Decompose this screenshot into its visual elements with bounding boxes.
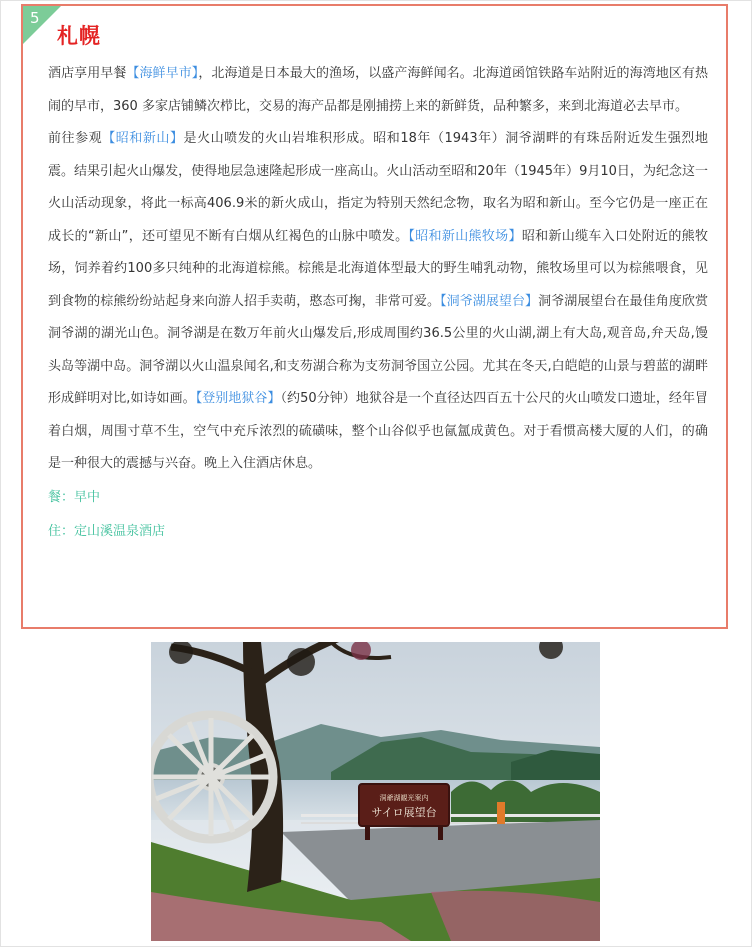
itinerary-paragraph (48, 123, 708, 481)
hotel-info: 住：定山溪温泉酒店 (48, 523, 166, 539)
attraction-highlight: 【海鲜早市】 (126, 66, 199, 81)
day-itinerary-card (21, 4, 728, 629)
meals-info: 餐：早中 (48, 489, 101, 505)
attraction-highlight: 【昭和新山熊牧场】 (408, 228, 522, 244)
sign-subtext: 洞爺湖観光案内 (379, 794, 429, 802)
lake-toya-observatory-photo (151, 642, 600, 941)
attraction-highlight: 【洞爷湖展望台】 (440, 293, 539, 309)
paragraph-text: 昭和新山缆车入口处附近的熊牧场，饲养着约100多只纯种的北海道棕熊。棕熊是北海道体型最大的野生哺乳动物，熊牧场里可以为棕熊喂食，见到食物的棕熊纷纷站起身来向游人招手卖萌，憨态可掬，非常可爱。 (48, 228, 708, 309)
day-number: 5 (30, 9, 40, 27)
wagon-wheel (151, 715, 273, 839)
itinerary-paragraph (48, 58, 708, 123)
paragraph-text: 前往参观 (48, 131, 103, 146)
paragraph-text: 酒店享用早餐 (48, 66, 127, 81)
paragraph-text: 洞爷湖展望台在最佳角度欣赏洞爷湖的湖光山色。洞爷湖是在数万年前火山爆发后,形成周围约36.5公里的火山湖,湖上有大岛,观音岛,弁天岛,馒头岛等湖中岛。洞爷湖以火山温泉闻名,和支芴湖合称为支芴洞爷国立公园。尤其在冬天,白皑皑的山景与碧蓝的湖畔形成鲜明对比,如诗如画。 (48, 293, 708, 406)
attraction-highlight: 【登别地狱谷】 (195, 391, 281, 406)
day-number-corner-badge (23, 6, 61, 44)
paragraph-text: （约50分钟）地狱谷是一个直径达四百五十公尺的火山喷发口遗址，经年冒着白烟，周围寸草不生，空气中充斥浓烈的硫磺味，整个山谷似乎也氤氲成黄色。对于看惯高楼大厦的人们，的确是一种很大的震撼与兴奋。晚上入住酒店休息。 (48, 391, 708, 471)
paragraph-text: ，北海道是日本最大的渔场，以盛产海鲜闻名。北海道函馆铁路车站附近的海湾地区有热闹的早市，360 多家店铺鳞次栉比，交易的海产品都是刚捕捞上来的新鲜货，品种繁多，来到北海道必去早市。 (48, 66, 708, 114)
paragraph-text: 是火山喷发的火山岩堆积形成。昭和18年（1943年）洞爷湖畔的有珠岳附近发生强烈地震。结果引起火山爆发，使得地层急速隆起形成一座高山。火山活动至昭和20年（1945年）9月10日，为纪念这一火山活动现象，将此一标高406.9米的新火成山，指定为特别天然纪念物，取名为昭和新山。至今它仍是一座正在成长的“新山”，还可望见不断有白烟从红褐色的山脉中喷发。 (48, 131, 708, 244)
sign-text: サイロ展望台 (371, 806, 437, 819)
itinerary-description (48, 58, 708, 549)
attraction-highlight: 【昭和新山】 (102, 131, 184, 146)
day-title: 札幌 (57, 24, 101, 48)
